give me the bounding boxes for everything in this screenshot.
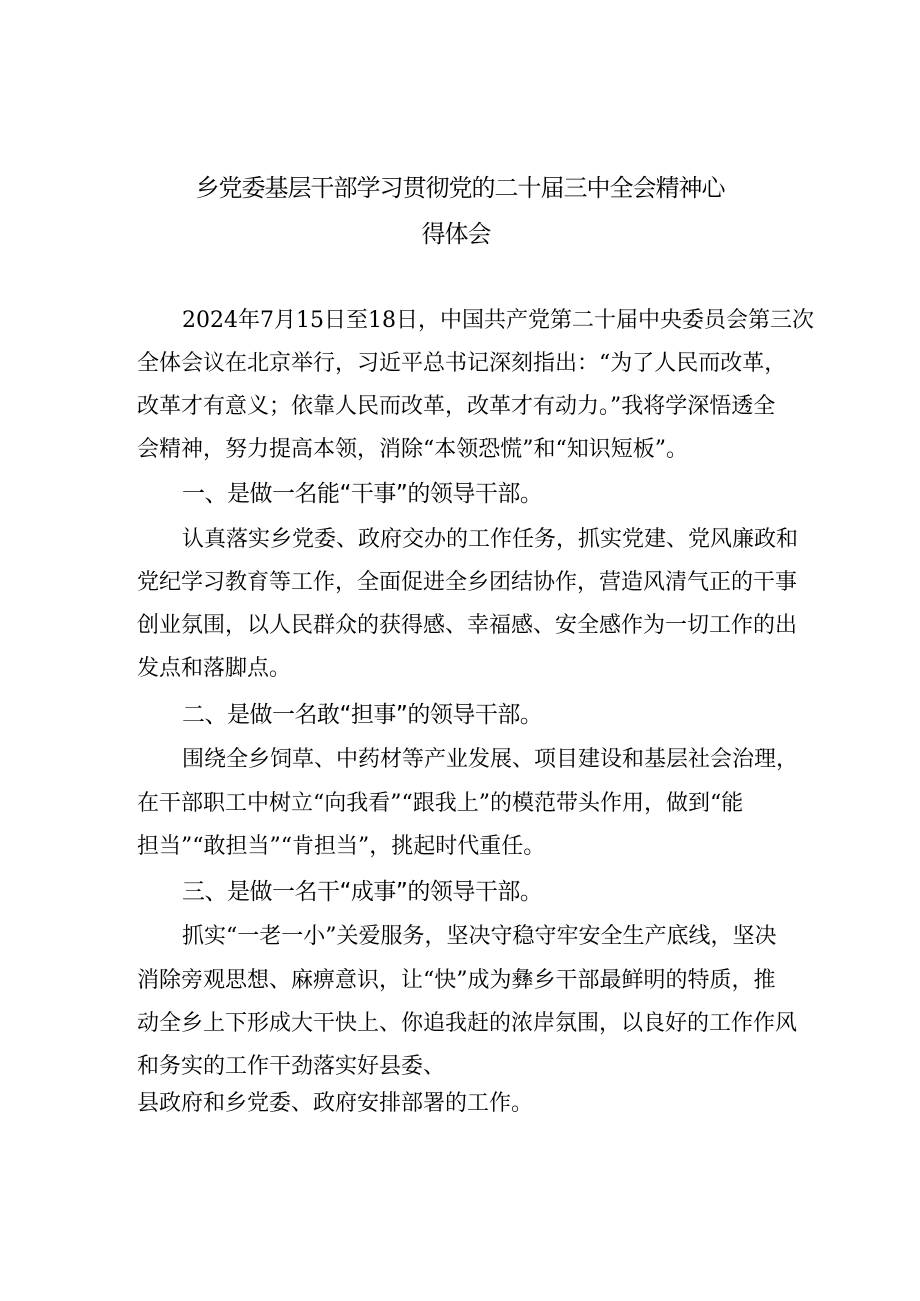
document-title-line-2: 得体会 bbox=[421, 220, 491, 248]
section-1-line: 认真落实乡党委、政府交办的工作任务，抓实党建、党风廉政和 bbox=[182, 527, 799, 552]
section-2-line: 围绕全乡饲草、中药材等产业发展、项目建设和基层社会治理， bbox=[182, 747, 799, 772]
document-title-line-1: 乡党委基层干部学习贯彻党的二十届三中全会精神心 bbox=[195, 174, 725, 202]
section-1-heading: 一、是做一名能“干事”的领导干部。 bbox=[182, 481, 543, 507]
section-3-line: 县政府和乡党委、政府安排部署的工作。 bbox=[137, 1091, 534, 1116]
section-3-line: 动全乡上下形成大干快上、你追我赶的浓岸氛围，以良好的工作作风 bbox=[137, 1011, 798, 1036]
section-3-line: 和务实的工作干劲落实好县委、 bbox=[137, 1054, 446, 1079]
section-3-line: 消除旁观思想、麻痹意识，让“快”成为彝乡干部最鲜明的特质，推 bbox=[137, 968, 776, 993]
section-2-heading: 二、是做一名敢“担事”的领导干部。 bbox=[182, 702, 543, 728]
section-2-line: 担当”“敢担当”“肯担当”，挑起时代重任。 bbox=[137, 834, 546, 859]
intro-line: 全体会议在北京举行，习近平总书记深刻指出：“为了人民而改革， bbox=[137, 351, 787, 376]
intro-line: 2024年7月15日至18日，中国共产党第二十届中央委员会第三次 bbox=[182, 308, 814, 333]
section-1-line: 发点和落脚点。 bbox=[137, 656, 292, 681]
section-2-line: 在干部职工中树立“向我看”“跟我上”的模范带头作用，做到“能 bbox=[137, 791, 744, 816]
section-1-line: 创业氛围，以人民群众的获得感、幸福感、安全感作为一切工作的出 bbox=[137, 613, 798, 638]
section-3-line: 抓实“一老一小”关爱服务，坚决守稳守牢安全生产底线，坚决 bbox=[182, 924, 777, 949]
intro-line: 改革才有意义；依靠人民而改革，改革才有动力。”我将学深悟透全 bbox=[137, 394, 776, 419]
intro-line: 会精神，努力提高本领，消除“本领恐慌”和“知识短板”。 bbox=[137, 437, 688, 462]
section-3-heading: 三、是做一名干“成事”的领导干部。 bbox=[182, 879, 543, 905]
section-1-line: 党纪学习教育等工作，全面促进全乡团结协作，营造风清气正的干事 bbox=[137, 570, 798, 595]
